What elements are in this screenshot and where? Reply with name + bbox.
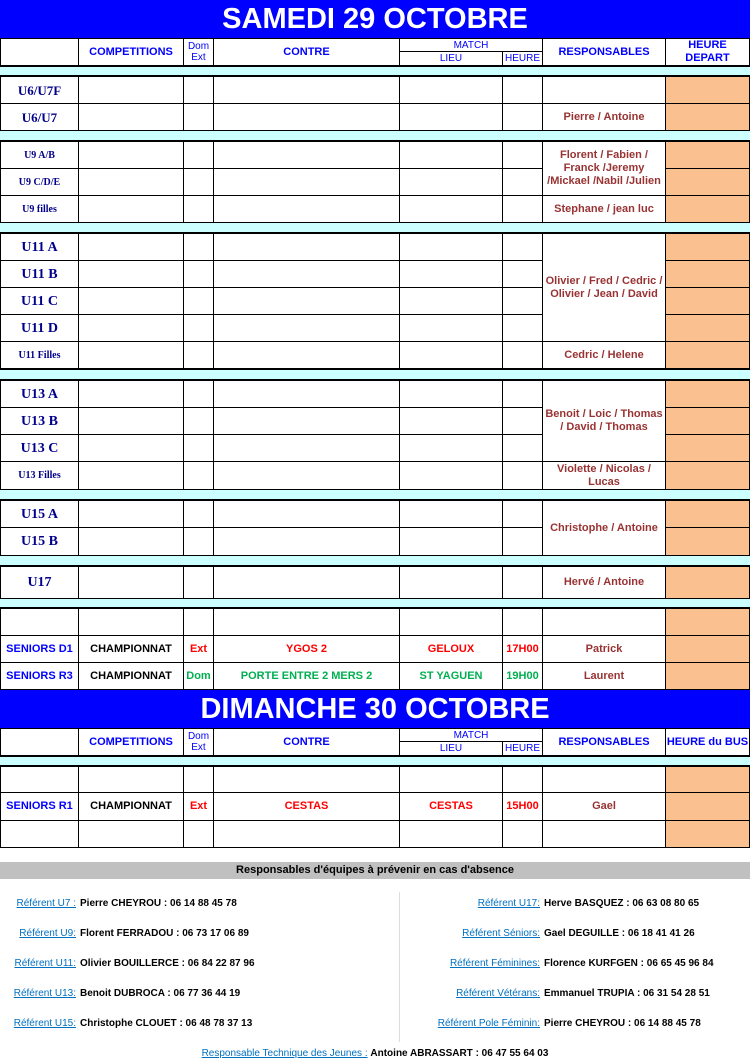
responsible-cell: Hervé / Antoine: [542, 566, 666, 599]
grid-cell: [502, 461, 543, 490]
team-label: U9 filles: [0, 195, 79, 223]
grid-cell: [78, 500, 184, 528]
grid-cell: [213, 500, 400, 528]
grid-cell: [502, 168, 543, 196]
grid-cell: [399, 168, 503, 196]
responsible-cell: Christophe / Antoine: [542, 500, 666, 556]
grid-cell: [502, 500, 543, 528]
section-separator: [0, 222, 750, 233]
team-label: U11 B: [0, 260, 79, 288]
grid-cell: [502, 341, 543, 369]
grid-cell: [213, 168, 400, 196]
departure-time-cell: [665, 566, 750, 599]
grid-cell: [213, 233, 400, 261]
grid-cell: [213, 766, 400, 793]
departure-time-cell: [665, 380, 750, 408]
grid-cell: [399, 380, 503, 408]
grid-cell: [399, 500, 503, 528]
grid-cell: [213, 380, 400, 408]
team-label: U11 C: [0, 287, 79, 315]
contact-label[interactable]: Référent U11:: [14, 958, 76, 969]
grid-cell: [183, 766, 214, 793]
grid-cell: [78, 260, 184, 288]
grid-cell: [183, 380, 214, 408]
grid-cell: [183, 103, 214, 131]
team-label: U17: [0, 566, 79, 599]
grid-cell: [78, 341, 184, 369]
grid-cell: [78, 407, 184, 435]
grid-cell: [502, 314, 543, 342]
grid-cell: [213, 260, 400, 288]
departure-time-cell: [665, 500, 750, 528]
contact-label[interactable]: Référent U9:: [19, 928, 76, 939]
contact-row: [0, 979, 750, 1009]
contact-label[interactable]: Référent Pole Féminin:: [437, 1018, 540, 1029]
header-depart: HEURE du BUS: [665, 728, 750, 756]
team-label: SENIORS R3: [0, 662, 79, 690]
competition-cell: CHAMPIONNAT: [78, 662, 184, 690]
grid-cell: [213, 195, 400, 223]
grid-cell: [213, 566, 400, 599]
contacts-section: [0, 862, 750, 1064]
section-separator: [0, 369, 750, 380]
team-label: U13 C: [0, 434, 79, 462]
contact-row: [0, 949, 750, 979]
departure-time-cell: [665, 434, 750, 462]
header-contre: CONTRE: [213, 728, 400, 756]
grid-cell: [502, 820, 543, 848]
grid-cell: [213, 314, 400, 342]
contact-value: Gael DEGUILLE : 06 18 41 41 26: [544, 928, 695, 939]
contact-row: [0, 1009, 750, 1039]
team-label: U13 B: [0, 407, 79, 435]
responsible-cell: Laurent: [542, 662, 666, 690]
team-label: U11 Filles: [0, 341, 79, 369]
contact-row: [0, 919, 750, 949]
departure-time-cell: [665, 103, 750, 131]
header-competitions: COMPETITIONS: [78, 38, 184, 66]
responsible-cell: Benoit / Loic / Thomas / David / Thomas: [542, 380, 666, 462]
grid-cell: [399, 434, 503, 462]
grid-cell: [502, 287, 543, 315]
sunday-title: DIMANCHE 30 OCTOBRE: [0, 690, 750, 728]
venue-cell: GELOUX: [399, 635, 503, 663]
grid-cell: [502, 566, 543, 599]
departure-time-cell: [665, 527, 750, 556]
grid-cell: [78, 527, 184, 556]
grid-cell: [78, 461, 184, 490]
team-label: U6/U7F: [0, 76, 79, 104]
grid-cell: [78, 141, 184, 169]
contact-value: Christophe CLOUET : 06 48 78 37 13: [80, 1018, 253, 1029]
grid-cell: [502, 407, 543, 435]
grid-cell: [78, 103, 184, 131]
grid-cell: [399, 527, 503, 556]
venue-cell: ST YAGUEN: [399, 662, 503, 690]
header-blank: [0, 38, 79, 66]
grid-cell: [78, 820, 184, 848]
contact-value: Emmanuel TRUPIA : 06 31 54 28 51: [544, 988, 710, 999]
responsible-cell: Cedric / Helene: [542, 341, 666, 369]
grid-cell: [399, 314, 503, 342]
team-label: U13 Filles: [0, 461, 79, 490]
grid-cell: [399, 820, 503, 848]
grid-cell: [78, 380, 184, 408]
grid-cell: [183, 527, 214, 556]
section-separator: [0, 555, 750, 566]
dom-ext-cell: Ext: [183, 635, 214, 663]
grid-cell: [183, 608, 214, 636]
departure-time-cell: [665, 820, 750, 848]
responsible-cell: Violette / Nicolas / Lucas: [542, 461, 666, 490]
header-lieu: LIEU: [399, 51, 503, 66]
section-separator: [0, 130, 750, 141]
contact-value: Florence KURFGEN : 06 65 45 96 84: [544, 958, 714, 969]
grid-cell: [502, 527, 543, 556]
grid-cell: [399, 566, 503, 599]
header-contre: CONTRE: [213, 38, 400, 66]
grid-cell: [399, 608, 503, 636]
contact-value: Pierre CHEYROU : 06 14 88 45 78: [544, 1018, 701, 1029]
grid-cell: [183, 195, 214, 223]
grid-cell: [213, 434, 400, 462]
header-heure: HEURE: [502, 51, 543, 66]
departure-time-cell: [665, 233, 750, 261]
responsible-cell: Stephane / jean luc: [542, 195, 666, 223]
header-lieu: LIEU: [399, 741, 503, 756]
departure-time-cell: [665, 141, 750, 169]
team-label: U9 C/D/E: [0, 168, 79, 196]
departure-time-cell: [665, 260, 750, 288]
contact-value: Herve BASQUEZ : 06 63 08 80 65: [544, 898, 700, 909]
grid-cell: [213, 527, 400, 556]
grid-cell: [399, 233, 503, 261]
responsible-cell: Olivier / Fred / Cedric / Olivier / Jean / David: [542, 233, 666, 342]
grid-cell: [78, 195, 184, 223]
grid-cell: [502, 766, 543, 793]
match-time-cell: 17H00: [502, 635, 543, 663]
grid-cell: [183, 461, 214, 490]
header-blank: [0, 728, 79, 756]
grid-cell: [399, 407, 503, 435]
contact-value: Florent FERRADOU : 06 73 17 06 89: [80, 928, 249, 939]
header-match: MATCH: [399, 728, 543, 742]
grid-cell: [399, 461, 503, 490]
departure-time-cell: [665, 662, 750, 690]
grid-cell: [213, 103, 400, 131]
opponent-cell: CESTAS: [213, 792, 400, 821]
contact-value: Olivier BOUILLERCE : 06 84 22 87 96: [80, 958, 255, 969]
header-dom-ext: Dom Ext: [183, 728, 214, 756]
grid-cell: [399, 103, 503, 131]
grid-cell: [213, 820, 400, 848]
grid-cell: [502, 141, 543, 169]
team-label: U13 A: [0, 380, 79, 408]
responsible-cell: Florent / Fabien / Franck /Jeremy /Mickael /Nabil /Julien: [542, 141, 666, 196]
team-label: U11 D: [0, 314, 79, 342]
grid-cell: [183, 407, 214, 435]
opponent-cell: PORTE ENTRE 2 MERS 2: [213, 662, 400, 690]
team-label: U9 A/B: [0, 141, 79, 169]
grid-cell: [502, 434, 543, 462]
departure-time-cell: [665, 766, 750, 793]
grid-cell: [213, 76, 400, 104]
grid-cell: [183, 341, 214, 369]
grid-cell: [183, 260, 214, 288]
header-responsables: RESPONSABLES: [542, 728, 666, 756]
technical-manager-line: [0, 1045, 750, 1063]
departure-time-cell: [665, 76, 750, 104]
departure-time-cell: [665, 314, 750, 342]
grid-cell: [502, 233, 543, 261]
departure-time-cell: [665, 168, 750, 196]
grid-cell: [502, 608, 543, 636]
grid-cell: [78, 434, 184, 462]
departure-time-cell: [665, 341, 750, 369]
grid-cell: [399, 76, 503, 104]
section-separator: [0, 756, 750, 766]
contact-label[interactable]: Référent U15:: [13, 1018, 76, 1029]
grid-cell: [78, 314, 184, 342]
responsible-cell: Gael: [542, 792, 666, 821]
contact-label[interactable]: Référent U17:: [477, 898, 540, 909]
grid-cell: [213, 141, 400, 169]
section-separator: [0, 66, 750, 76]
grid-cell: [183, 314, 214, 342]
departure-time-cell: [665, 792, 750, 821]
grid-cell: [502, 103, 543, 131]
contact-label[interactable]: Référent U7 :: [16, 898, 76, 909]
grid-cell: [78, 608, 184, 636]
contact-label[interactable]: Référent Séniors:: [462, 928, 540, 939]
grid-cell: [399, 287, 503, 315]
contact-value: Pierre CHEYROU : 06 14 88 45 78: [80, 898, 237, 909]
grid-cell: [183, 500, 214, 528]
section-separator: [0, 489, 750, 500]
team-label: U15 A: [0, 500, 79, 528]
departure-time-cell: [665, 287, 750, 315]
grid-cell: [183, 287, 214, 315]
grid-cell: [542, 766, 666, 793]
responsible-cell: Pierre / Antoine: [542, 103, 666, 131]
header-depart: HEURE DEPART: [665, 38, 750, 66]
header-heure: HEURE: [502, 741, 543, 756]
contact-label[interactable]: Référent Féminines:: [449, 958, 540, 969]
header-responsables: RESPONSABLES: [542, 38, 666, 66]
departure-time-cell: [665, 635, 750, 663]
grid-cell: [399, 766, 503, 793]
match-time-cell: 15H00: [502, 792, 543, 821]
team-label: SENIORS D1: [0, 635, 79, 663]
grid-cell: [213, 407, 400, 435]
grid-cell: [213, 287, 400, 315]
technical-manager-value: Antoine ABRASSART : 06 47 55 64 03: [370, 1048, 549, 1059]
grid-cell: [78, 168, 184, 196]
grid-cell: [78, 766, 184, 793]
grid-cell: [399, 195, 503, 223]
grid-cell: [399, 141, 503, 169]
team-label: [0, 608, 79, 636]
grid-cell: [78, 566, 184, 599]
header-competitions: COMPETITIONS: [78, 728, 184, 756]
departure-time-cell: [665, 407, 750, 435]
grid-cell: [502, 195, 543, 223]
team-label: [0, 766, 79, 793]
grid-cell: [542, 820, 666, 848]
departure-time-cell: [665, 195, 750, 223]
grid-cell: [213, 341, 400, 369]
contact-value: Benoit DUBROCA : 06 77 36 44 19: [80, 988, 241, 999]
grid-cell: [183, 820, 214, 848]
technical-manager-label[interactable]: Responsable Technique des Jeunes :: [201, 1048, 368, 1059]
contact-label[interactable]: Référent Vétérans:: [456, 988, 540, 999]
dom-ext-cell: Dom: [183, 662, 214, 690]
contact-label[interactable]: Référent U13:: [13, 988, 76, 999]
team-label: U6/U7: [0, 103, 79, 131]
responsible-cell: [542, 76, 666, 104]
grid-cell: [183, 168, 214, 196]
competition-cell: CHAMPIONNAT: [78, 635, 184, 663]
header-match: MATCH: [399, 38, 543, 52]
grid-cell: [78, 287, 184, 315]
competition-cell: CHAMPIONNAT: [78, 792, 184, 821]
opponent-cell: YGOS 2: [213, 635, 400, 663]
contacts-title: Responsables d'équipes à prévenir en cas d'absence: [0, 862, 750, 879]
grid-cell: [502, 76, 543, 104]
grid-cell: [78, 233, 184, 261]
team-label: U15 B: [0, 527, 79, 556]
grid-cell: [213, 608, 400, 636]
team-label: SENIORS R1: [0, 792, 79, 821]
team-label: U11 A: [0, 233, 79, 261]
contact-row: [0, 889, 750, 919]
grid-cell: [399, 260, 503, 288]
grid-cell: [78, 76, 184, 104]
departure-time-cell: [665, 608, 750, 636]
section-separator: [0, 598, 750, 608]
grid-cell: [183, 76, 214, 104]
grid-cell: [183, 141, 214, 169]
dom-ext-cell: Ext: [183, 792, 214, 821]
grid-cell: [502, 260, 543, 288]
header-dom-ext: Dom Ext: [183, 38, 214, 66]
departure-time-cell: [665, 461, 750, 490]
grid-cell: [502, 380, 543, 408]
saturday-title: SAMEDI 29 OCTOBRE: [0, 0, 750, 38]
match-time-cell: 19H00: [502, 662, 543, 690]
grid-cell: [183, 434, 214, 462]
grid-cell: [542, 608, 666, 636]
venue-cell: CESTAS: [399, 792, 503, 821]
grid-cell: [183, 233, 214, 261]
grid-cell: [213, 461, 400, 490]
grid-cell: [183, 566, 214, 599]
team-label: [0, 820, 79, 848]
grid-cell: [399, 341, 503, 369]
responsible-cell: Patrick: [542, 635, 666, 663]
